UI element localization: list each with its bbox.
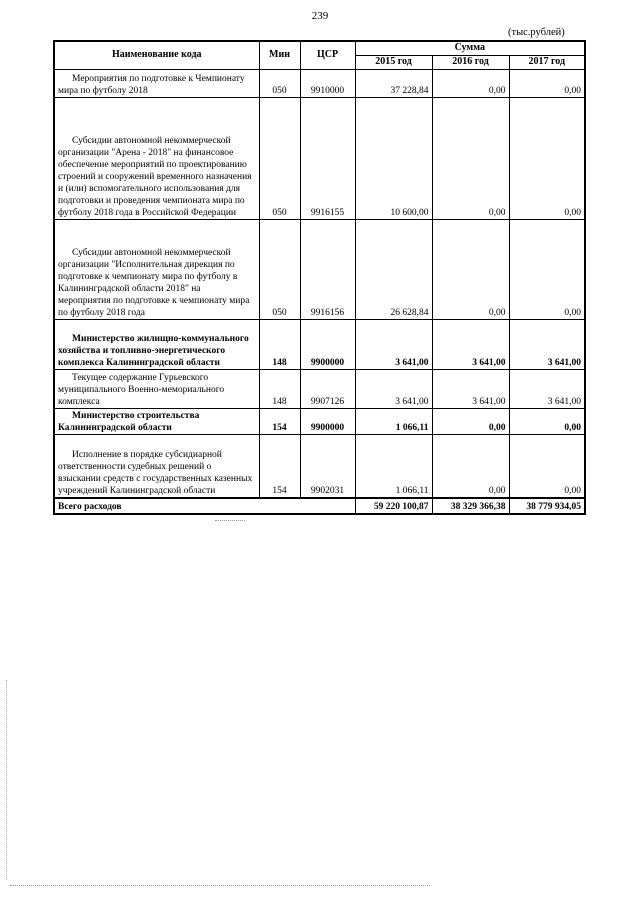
row-2016: 0,00 — [432, 434, 509, 498]
table-row — [54, 219, 585, 319]
row-name: Текущее содержание Гурьевского муниципального Военно-мемориального комплекса — [54, 369, 259, 408]
row-min: 148 — [259, 369, 300, 408]
row-name: Министерство строительства Калининградской области — [54, 408, 259, 434]
row-2017: 0,00 — [509, 69, 585, 97]
scan-artifact-left-edge — [6, 680, 7, 880]
row-csr: 9900000 — [300, 319, 355, 369]
row-2017: 3 641,00 — [509, 369, 585, 408]
row-2016: 0,00 — [432, 97, 509, 219]
row-name: Мероприятия по подготовке к Чемпионату мира по футболу 2018 — [54, 69, 259, 97]
header-min: Мин — [259, 41, 300, 69]
row-csr: 9907126 — [300, 369, 355, 408]
total-2017: 38 779 934,05 — [509, 498, 585, 514]
row-csr: 9916155 — [300, 97, 355, 219]
row-2016: 3 641,00 — [432, 369, 509, 408]
table-row — [54, 69, 585, 97]
header-2017: 2017 год — [509, 55, 585, 69]
total-row — [54, 498, 585, 514]
row-name: Субсидии автономной некоммерческой организации "Арена - 2018" на финансовое обеспечение мероприятий по проектированию строений и сооружений временного назначения и (или) вспомогательного использования для подготовки и проведения чемпионата мира по футболу 2018 года в Российской Федерации — [54, 97, 259, 219]
row-min: 154 — [259, 408, 300, 434]
row-min: 050 — [259, 219, 300, 319]
row-2017: 0,00 — [509, 434, 585, 498]
row-min: 050 — [259, 97, 300, 219]
row-2015: 10 600,00 — [355, 97, 432, 219]
scan-artifact-line — [215, 520, 245, 521]
row-2017: 0,00 — [509, 408, 585, 434]
row-min: 050 — [259, 69, 300, 97]
row-2016: 3 641,00 — [432, 319, 509, 369]
header-csr: ЦСР — [300, 41, 355, 69]
header-sum: Сумма — [355, 41, 585, 55]
row-2017: 3 641,00 — [509, 319, 585, 369]
total-2015: 59 220 100,87 — [355, 498, 432, 514]
row-2016: 0,00 — [432, 408, 509, 434]
row-csr: 9910000 — [300, 69, 355, 97]
total-2016: 38 329 366,38 — [432, 498, 509, 514]
row-2016: 0,00 — [432, 69, 509, 97]
row-2015: 3 641,00 — [355, 369, 432, 408]
page-number: 239 — [311, 10, 329, 22]
row-2017: 0,00 — [509, 219, 585, 319]
row-2015: 1 066,11 — [355, 408, 432, 434]
row-csr: 9916156 — [300, 219, 355, 319]
table-row — [54, 434, 585, 498]
header-2015: 2015 год — [355, 55, 432, 69]
header-2016: 2016 год — [432, 55, 509, 69]
row-name: Исполнение в порядке субсидиарной ответственности судебных решений о взыскании средств с государственных казенных учреждений Калининградской области — [54, 434, 259, 498]
table-row — [54, 369, 585, 408]
table-row — [54, 97, 585, 219]
table-row — [54, 408, 585, 434]
units-label: (тыс.рублей) — [508, 27, 565, 38]
total-label: Всего расходов — [54, 498, 355, 514]
table-row — [54, 319, 585, 369]
row-min: 148 — [259, 319, 300, 369]
row-2015: 1 066,11 — [355, 434, 432, 498]
row-2015: 37 228,84 — [355, 69, 432, 97]
row-name: Министерство жилищно-коммунального хозяйства и топливно-энергетического комплекса Калининградской области — [54, 319, 259, 369]
row-2015: 26 628,84 — [355, 219, 432, 319]
row-csr: 9902031 — [300, 434, 355, 498]
row-csr: 9900000 — [300, 408, 355, 434]
row-2016: 0,00 — [432, 219, 509, 319]
scan-artifact-bottom-line — [10, 885, 430, 886]
row-min: 154 — [259, 434, 300, 498]
budget-table — [53, 40, 586, 515]
row-name: Субсидии автономной некоммерческой организации "Исполнительная дирекция по подготовке к чемпионату мира по футболу в Калининградской области 2018" на мероприятия по подготовке к чемпионату мира по футболу 2018 года — [54, 219, 259, 319]
row-2017: 0,00 — [509, 97, 585, 219]
row-2015: 3 641,00 — [355, 319, 432, 369]
header-name: Наименование кода — [54, 41, 259, 69]
